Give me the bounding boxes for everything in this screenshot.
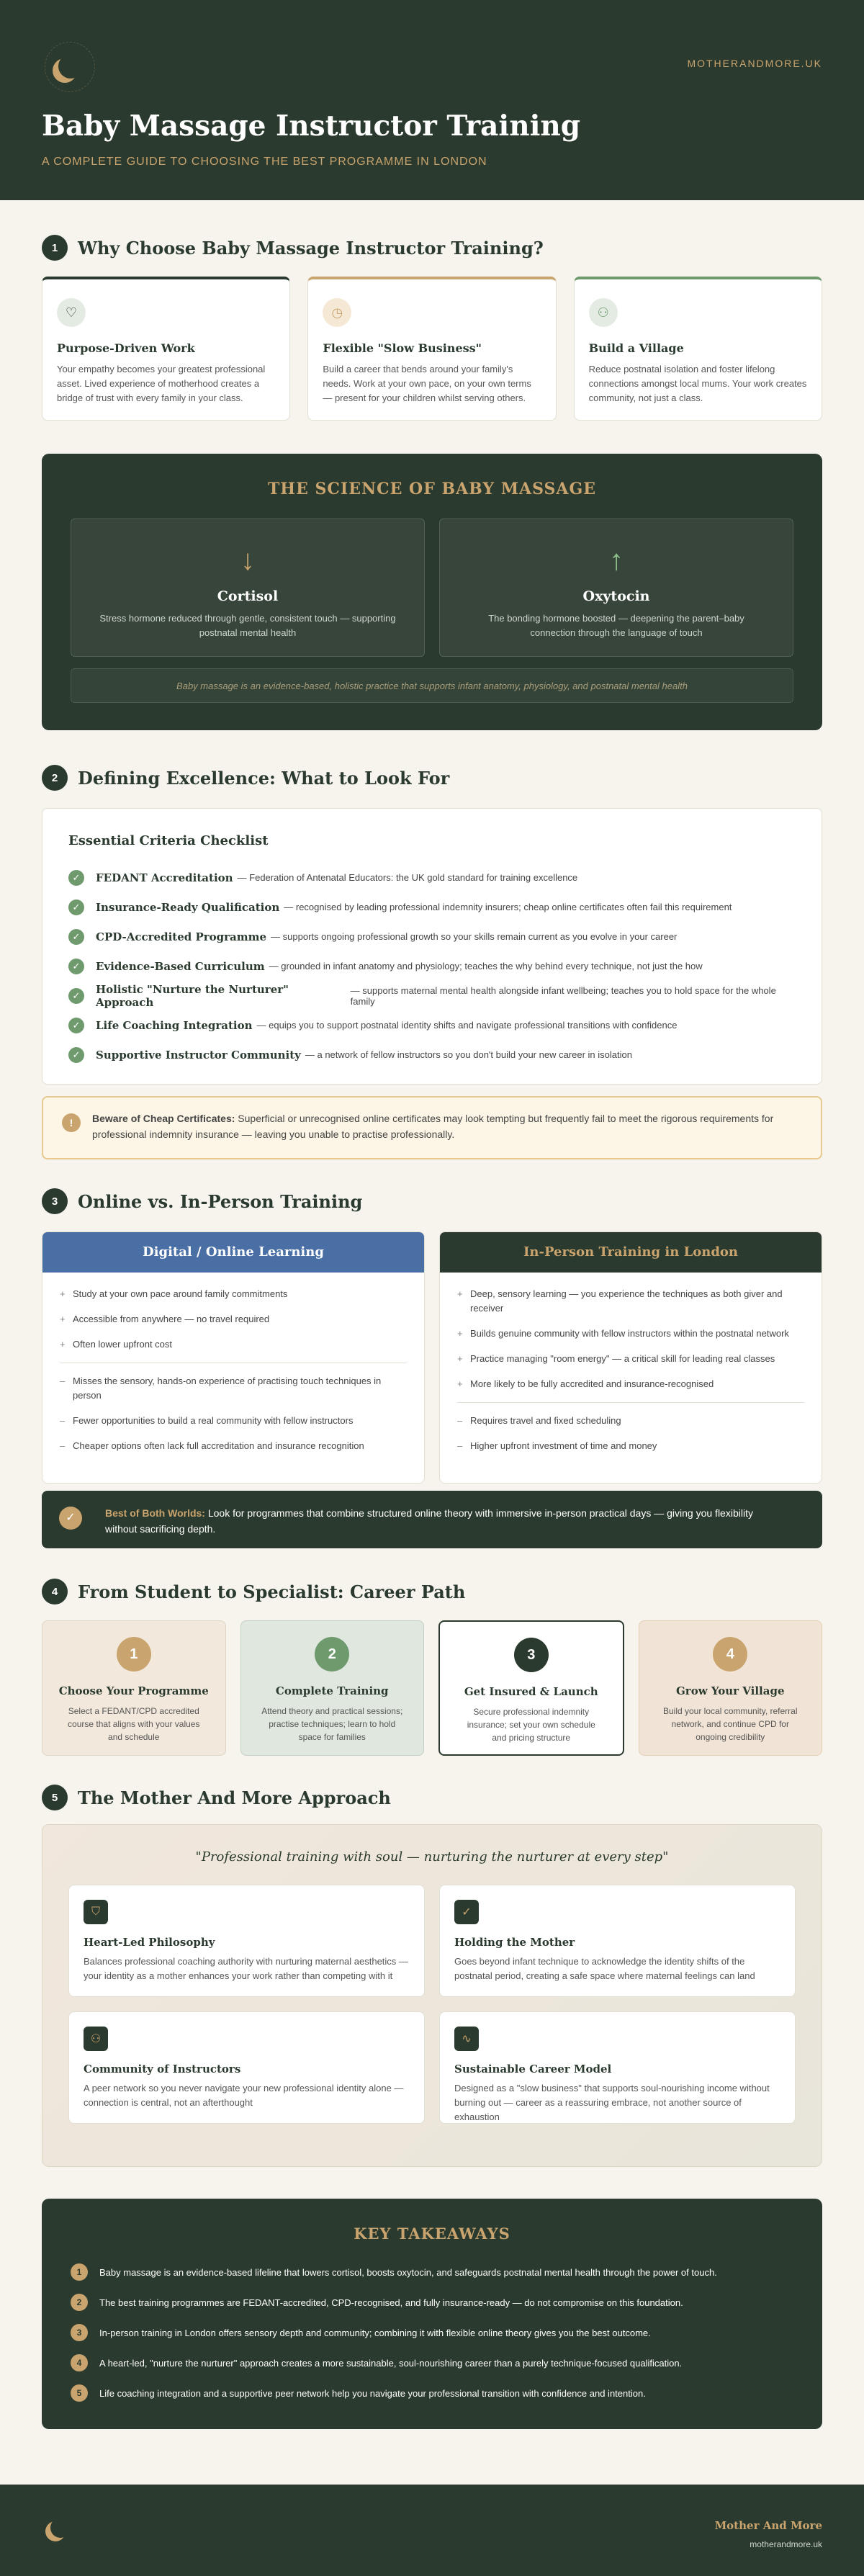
- check-icon: ✓: [68, 899, 84, 915]
- hormone-card-cortisol: [71, 519, 425, 657]
- callout-title: Best of Both Worlds:: [105, 1507, 205, 1519]
- check-icon: ✓: [68, 1047, 84, 1063]
- plus-icon: +: [60, 1314, 66, 1324]
- step-number: 2: [315, 1637, 349, 1671]
- site-link[interactable]: MOTHERANDMORE.UK: [687, 58, 822, 69]
- crescent-moon-icon: [58, 54, 83, 78]
- criterion-text: — supports maternal mental health alongside infant wellbeing; teaches you to hold space for the whole family: [350, 984, 776, 1007]
- item-number: 3: [71, 2324, 88, 2341]
- con-item: – Misses the sensory, hands-on experience of practising touch techniques in person: [60, 1375, 382, 1401]
- minus-icon: –: [60, 1375, 66, 1386]
- step-title: Grow Your Village: [675, 1684, 785, 1697]
- card-title: Build a Village: [588, 341, 684, 355]
- column-title: Digital / Online Learning: [42, 1232, 424, 1273]
- online-column: [42, 1231, 425, 1484]
- card-title: Holding the Mother: [454, 1936, 575, 1949]
- pro-item: + Often lower upfront cost: [60, 1337, 407, 1352]
- criterion-name: Insurance-Ready Qualification: [96, 900, 280, 914]
- checklist-title: Essential Criteria Checklist: [68, 833, 269, 848]
- footer-url[interactable]: motherandmore.uk: [750, 2539, 822, 2549]
- pro-item: + More likely to be fully accredited and insurance-recognised: [457, 1377, 804, 1391]
- section-title: Online vs. In-Person Training: [78, 1190, 363, 1212]
- criterion-name: CPD-Accredited Programme: [96, 930, 267, 943]
- page-subtitle: A COMPLETE GUIDE TO CHOOSING THE BEST PROGRAMME IN LONDON: [42, 156, 487, 168]
- criterion-name: FEDANT Accreditation: [96, 871, 233, 884]
- why-card: [574, 277, 822, 421]
- approach-quote: "Professional training with soul — nurturing the nurturer at every step": [195, 1849, 669, 1864]
- step-title: Complete Training: [275, 1684, 389, 1697]
- warning-title: Beware of Cheap Certificates:: [92, 1113, 235, 1124]
- career-step: [438, 1620, 624, 1756]
- badge-check-icon: ✓: [454, 1900, 479, 1924]
- plus-icon: +: [60, 1339, 66, 1350]
- card-title: Sustainable Career Model: [454, 2063, 612, 2075]
- section-approach-heading: [42, 1783, 822, 1812]
- plus-icon: +: [457, 1328, 463, 1339]
- criterion-text: — grounded in infant anatomy and physiology; teaches the why behind every technique, not just the how: [269, 961, 703, 971]
- minus-icon: –: [457, 1440, 463, 1451]
- section-title: Defining Excellence: What to Look For: [78, 767, 450, 789]
- plus-icon: +: [457, 1353, 463, 1364]
- heart-icon: ♡: [57, 298, 86, 327]
- card-text: Build a career that bends around your family's needs. Work at your own pace, on your own terms — present for your children whilst serving others.: [323, 364, 531, 403]
- pro-item: + Study at your own pace around family commitments: [60, 1287, 407, 1301]
- hormone-name: Oxytocin: [582, 588, 650, 604]
- con-item: – Fewer opportunities to build a real community with fellow instructors: [60, 1414, 407, 1428]
- list-item: [68, 981, 796, 1010]
- footer: [0, 2485, 864, 2576]
- career-step: [240, 1620, 425, 1756]
- shield-icon: ⛉: [84, 1900, 108, 1924]
- approach-card: [439, 2011, 796, 2124]
- section-number: 2: [42, 765, 68, 791]
- list-item: [68, 863, 796, 892]
- check-icon: ✓: [68, 929, 84, 945]
- check-icon: ✓: [68, 870, 84, 886]
- plus-icon: +: [457, 1288, 463, 1299]
- crescent-moon-icon: [50, 2518, 71, 2538]
- hero-header: [0, 0, 864, 200]
- card-text: Reduce postnatal isolation and foster lifelong connections amongst local mums. Your work creates community, not just a class.: [588, 364, 807, 403]
- plus-icon: +: [457, 1378, 463, 1389]
- minus-icon: –: [457, 1415, 463, 1426]
- con-item: – Higher upfront investment of time and money: [457, 1439, 804, 1453]
- pro-item: + Accessible from anywhere — no travel required: [60, 1312, 407, 1327]
- why-card: [42, 277, 290, 421]
- step-text: Select a FEDANT/CPD accredited course that aligns with your values and schedule: [68, 1706, 200, 1742]
- approach-card: [439, 1885, 796, 1997]
- step-text: Build your local community, referral network, and continue CPD for ongoing credibility: [662, 1706, 798, 1742]
- career-step: [42, 1620, 226, 1756]
- hormone-name: Cortisol: [217, 588, 279, 604]
- criterion-name: Holistic "Nurture the Nurturer" Approach: [96, 982, 289, 1009]
- section-title: From Student to Specialist: Career Path: [78, 1581, 466, 1602]
- inperson-column: [439, 1231, 822, 1484]
- criterion-text: — Federation of Antenatal Educators: the UK gold standard for training excellence: [237, 872, 578, 883]
- takeaways-title: KEY TAKEAWAYS: [354, 2225, 510, 2243]
- criterion-name: Life Coaching Integration: [96, 1018, 253, 1032]
- card-title: Flexible "Slow Business": [323, 341, 482, 355]
- item-number: 5: [71, 2384, 88, 2402]
- check-icon: ✓: [68, 959, 84, 974]
- section-title: The Mother And More Approach: [78, 1787, 391, 1808]
- con-item: – Cheaper options often lack full accreditation and insurance recognition: [60, 1439, 407, 1453]
- step-number: 1: [117, 1637, 151, 1671]
- criterion-text: — equips you to support postnatal identity shifts and navigate professional transitions with confidence: [256, 1020, 678, 1031]
- hormone-text: The bonding hormone boosted — deepening the parent–baby connection through the language of touch: [488, 613, 744, 638]
- pro-item: + Deep, sensory learning — you experience the techniques as both giver and receiver: [457, 1288, 783, 1314]
- people-icon: ⚇: [84, 2027, 108, 2051]
- step-text: Attend theory and practical sessions; practise techniques; learn to hold space for families: [261, 1706, 403, 1742]
- list-item: [68, 1010, 796, 1040]
- warning-text: Superficial or unrecognised online certificates may look tempting but frequently fail to meet the rigorous requirements for professional indemnity insurance — leaving you unable to practise professionally.: [92, 1113, 774, 1140]
- card-text: Goes beyond infant technique to acknowledge the identity shifts of the postnatal period, creating a safe space where maternal feelings can land: [454, 1956, 755, 1981]
- card-title: Community of Instructors: [84, 2063, 241, 2075]
- warning-callout: [42, 1096, 822, 1159]
- step-title: Get Insured & Launch: [464, 1685, 598, 1698]
- key-takeaways: [42, 2199, 822, 2429]
- plus-icon: +: [60, 1288, 66, 1299]
- section-why: [42, 233, 822, 421]
- check-icon: ✓: [59, 1507, 82, 1530]
- check-icon: ✓: [68, 988, 84, 1004]
- section-career-path: [42, 1577, 822, 1756]
- people-icon: ⚇: [589, 298, 618, 327]
- con-item: – Requires travel and fixed scheduling: [457, 1414, 804, 1428]
- science-panel: [42, 454, 822, 730]
- step-title: Choose Your Programme: [58, 1684, 209, 1697]
- section-excellence: [42, 763, 822, 1085]
- list-item: 5 Life coaching integration and a supportive peer network help you navigate your professional transition with confidence and intention.: [71, 2378, 793, 2408]
- page-title: Baby Massage Instructor Training: [42, 109, 581, 143]
- warning-icon: !: [62, 1113, 81, 1132]
- item-number: 2: [71, 2294, 88, 2311]
- list-item: [68, 951, 796, 981]
- list-item: [68, 922, 796, 951]
- criterion-text: — supports ongoing professional growth so your skills remain current as you evolve in your career: [271, 931, 678, 942]
- approach-card: [68, 1885, 425, 1997]
- section-title: Why Choose Baby Massage Instructor Training?: [78, 237, 544, 259]
- step-number: 4: [713, 1637, 747, 1671]
- step-text: Secure professional indemnity insurance; set your own schedule and pricing structure: [467, 1707, 595, 1743]
- pulse-icon: ∿: [454, 2027, 479, 2051]
- career-step: [639, 1620, 823, 1756]
- card-text: A peer network so you never navigate your new professional identity alone — connection is central, not an afterthought: [84, 2083, 404, 2108]
- list-item: 2 The best training programmes are FEDANT-accredited, CPD-recognised, and fully insurance-ready — do not compromise on this foundation.: [71, 2287, 793, 2317]
- list-item: 1 Baby massage is an evidence-based lifeline that lowers cortisol, boosts oxytocin, and safeguards postnatal mental health through the power of touch.: [71, 2257, 793, 2287]
- section-online-vs-inperson: [42, 1187, 822, 1484]
- arrow-down-icon: ↓: [240, 544, 255, 576]
- hormone-text: Stress hormone reduced through gentle, consistent touch — supporting postnatal mental health: [99, 613, 396, 638]
- minus-icon: –: [60, 1440, 66, 1451]
- card-text: Balances professional coaching authority with nurturing maternal aesthetics — your identity as a mother enhances your work rather than competing with it: [84, 1956, 408, 1981]
- pro-item: + Practice managing "room energy" — a critical skill for leading real classes: [457, 1352, 804, 1366]
- check-icon: ✓: [68, 1018, 84, 1033]
- list-item: 3 In-person training in London offers sensory depth and community; combining it with flexible online theory gives you the best outcome.: [71, 2317, 793, 2348]
- science-title: THE SCIENCE OF BABY MASSAGE: [267, 480, 597, 498]
- why-card: [307, 277, 556, 421]
- section-number: 3: [42, 1188, 68, 1214]
- footer-brand: Mother And More: [714, 2519, 822, 2532]
- list-item: 4 A heart-led, "nurture the nurturer" approach creates a more sustainable, soul-nourishing career than a purely technique-focused qualification.: [71, 2348, 793, 2378]
- card-title: Heart-Led Philosophy: [84, 1936, 215, 1949]
- criteria-checklist: [42, 808, 822, 1085]
- list-item: [68, 1040, 796, 1069]
- approach-panel: [42, 1824, 822, 2167]
- card-text: Your empathy becomes your greatest professional asset. Lived experience of motherhood creates a bridge of trust with every family in your class.: [57, 364, 266, 403]
- section-number: 4: [42, 1579, 68, 1605]
- criterion-name: Evidence-Based Curriculum: [96, 959, 265, 973]
- logo[interactable]: [45, 42, 95, 92]
- callout-text: Look for programmes that combine structured online theory with immersive in-person practical days — giving you flexibility without sacrificing depth.: [105, 1507, 753, 1535]
- hormone-card-oxytocin: [439, 519, 793, 657]
- science-note: Baby massage is an evidence-based, holistic practice that supports infant anatomy, physiology, and postnatal mental health: [71, 668, 793, 703]
- item-number: 1: [71, 2263, 88, 2281]
- card-text: Designed as a "slow business" that supports soul-nourishing income without burning out — career as a reassuring embrace, not another source of exhaustion: [454, 2083, 770, 2122]
- criterion-text: — recognised by leading professional indemnity insurers; cheap online certificates often fail this requirement: [284, 902, 732, 912]
- arrow-up-icon: ↑: [609, 544, 624, 576]
- minus-icon: –: [60, 1415, 66, 1426]
- list-item: [68, 892, 796, 922]
- approach-card: [68, 2011, 425, 2124]
- criterion-name: Supportive Instructor Community: [96, 1048, 301, 1062]
- criterion-text: — a network of fellow instructors so you don't build your new career in isolation: [305, 1049, 632, 1060]
- pro-item: + Builds genuine community with fellow instructors within the postnatal network: [457, 1327, 804, 1341]
- clock-icon: ◷: [323, 298, 351, 327]
- column-title: In-Person Training in London: [440, 1232, 822, 1273]
- section-number: 5: [42, 1785, 68, 1810]
- card-title: Purpose-Driven Work: [57, 341, 195, 355]
- best-of-both-callout: [42, 1491, 822, 1548]
- step-number: 3: [514, 1638, 549, 1672]
- section-number: 1: [42, 235, 68, 261]
- item-number: 4: [71, 2354, 88, 2371]
- divider: [457, 1402, 804, 1403]
